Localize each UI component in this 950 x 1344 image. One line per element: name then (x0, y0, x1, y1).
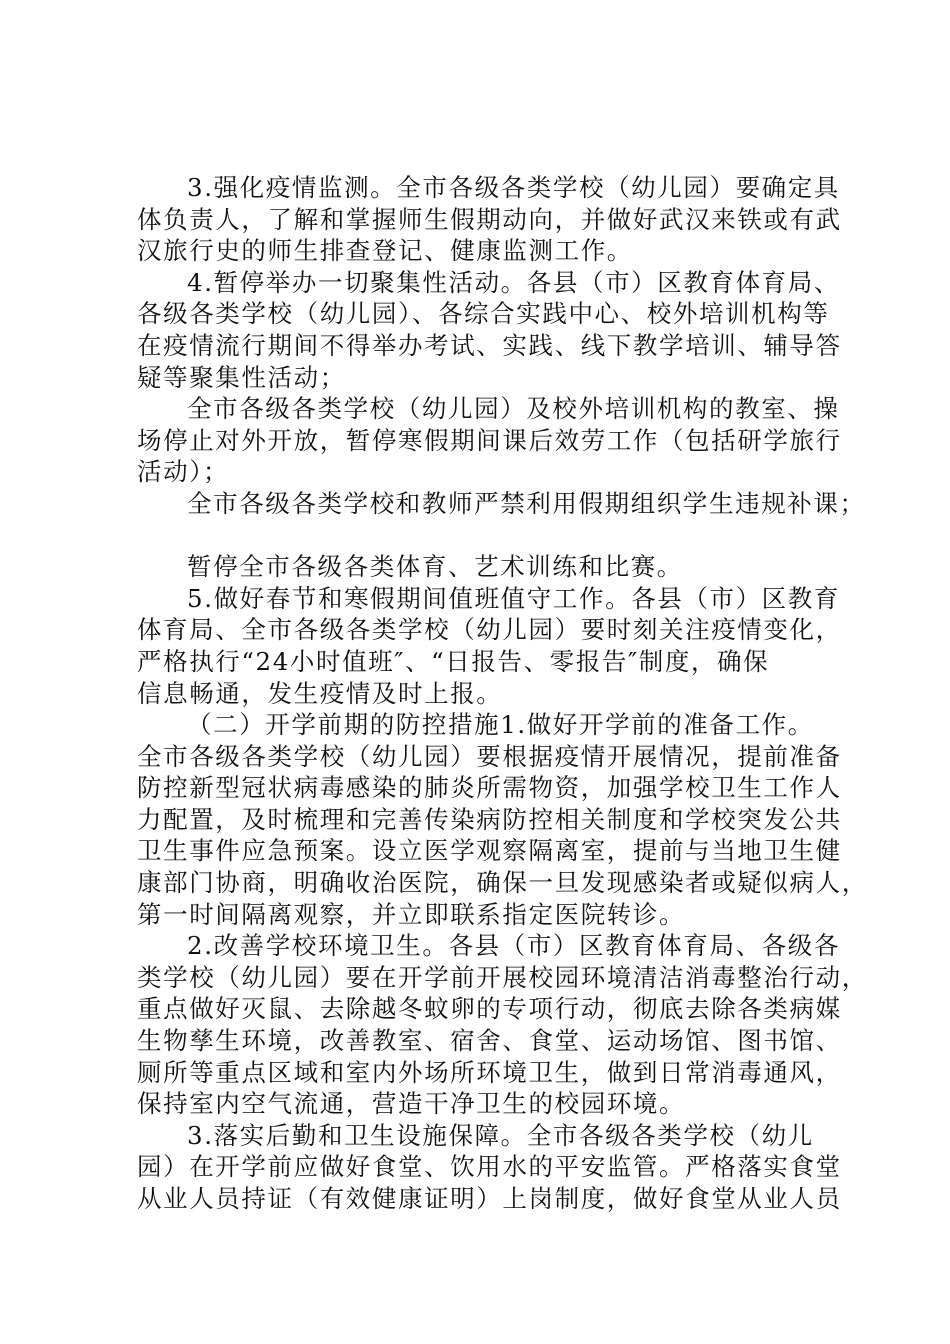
text-line: 5.做好春节和寒假期间值班值守工作。各县（市）区教育 (187, 583, 840, 613)
text-line: 活动）； (137, 457, 230, 487)
text-line: 3.落实后勤和卫生设施保障。全市各级各类学校（幼儿 (187, 1120, 814, 1150)
text-line: 力配置，及时梳理和完善传染病防控相关制度和学校突发公共 (137, 804, 842, 834)
text-line: 类学校（幼儿园）要在开学前开展校园环境清洁消毒整治行动， (137, 962, 868, 992)
text-line: 汉旅行史的师生排查登记、健康监测工作。 (137, 236, 633, 266)
text-line: 体育局、全市各级各类学校（幼儿园）要时刻关注疫情变化， (137, 615, 842, 645)
text-line: 体负责人，了解和掌握师生假期动向，并做好武汉来铁或有武 (137, 204, 842, 234)
text-line: 疑等聚集性活动； (137, 362, 346, 392)
text-line: 各级各类学校（幼儿园）、各综合实践中心、校外培训机构等 (137, 299, 830, 329)
text-line: 3.强化疫情监测。全市各级各类学校（幼儿园）要确定具 (187, 173, 840, 202)
text-line: （二）开学前期的防控措施1.做好开学前的准备工作。 (187, 710, 814, 740)
text-line: 从业人员持证（有效健康证明）上岗制度，做好食堂从业人员 (137, 1184, 842, 1213)
text-line: 4.暂停举办一切聚集性活动。各县（市）区教育体育局、 (187, 267, 840, 297)
text-line: 园）在开学前应做好食堂、饮用水的平安监管。严格落实食堂 (137, 1152, 842, 1182)
text-line: 暂停全市各级各类体育、艺术训练和比赛。 (187, 552, 683, 582)
text-line: 重点做好灭鼠、去除越冬蚊卵的专项行动，彻底去除各类病媒 (137, 994, 842, 1024)
text-line: 生物孳生环境，改善教室、宿舍、食堂、运动场馆、图书馆、 (137, 1026, 842, 1056)
text-line: 全市各级各类学校（幼儿园）及校外培训机构的教室、操 (187, 394, 840, 424)
text-line: 康部门协商，明确收治医院，确保一旦发现感染者或疑似病人， (137, 868, 868, 898)
text-line: 在疫情流行期间不得举办考试、实践、线下教学培训、辅导答 (137, 330, 842, 360)
text-line: 防控新型冠状病毒感染的肺炎所需物资，加强学校卫生工作人 (137, 773, 842, 803)
blank-line (137, 520, 837, 552)
text-line: 严格执行“24小时值班″、“日报告、零报告″制度，确保 (137, 646, 770, 676)
text-line: 第一时间隔离观察，并立即联系指定医院转诊。 (137, 899, 686, 929)
text-line: 厕所等重点区域和室内外场所环境卫生，做到日常消毒通风， (137, 1057, 842, 1087)
text-line: 信息畅通，发生疫情及时上报。 (137, 678, 503, 708)
text-line: 2.改善学校环境卫生。各县（市）区教育体育局、各级各 (187, 931, 840, 961)
text-line: 保持室内空气流通，营造干净卫生的校园环境。 (137, 1089, 686, 1119)
text-line: 全市各级各类学校和教师严禁利用假期组织学生违规补课； (187, 488, 866, 518)
text-line: 卫生事件应急预案。设立医学观察隔离室，提前与当地卫生健 (137, 836, 842, 866)
document-body (137, 172, 868, 1215)
text-line: 全市各级各类学校（幼儿园）要根据疫情开展情况，提前准备 (137, 741, 842, 771)
text-line: 场停止对外开放，暂停寒假期间课后效劳工作（包括研学旅行 (137, 425, 842, 455)
